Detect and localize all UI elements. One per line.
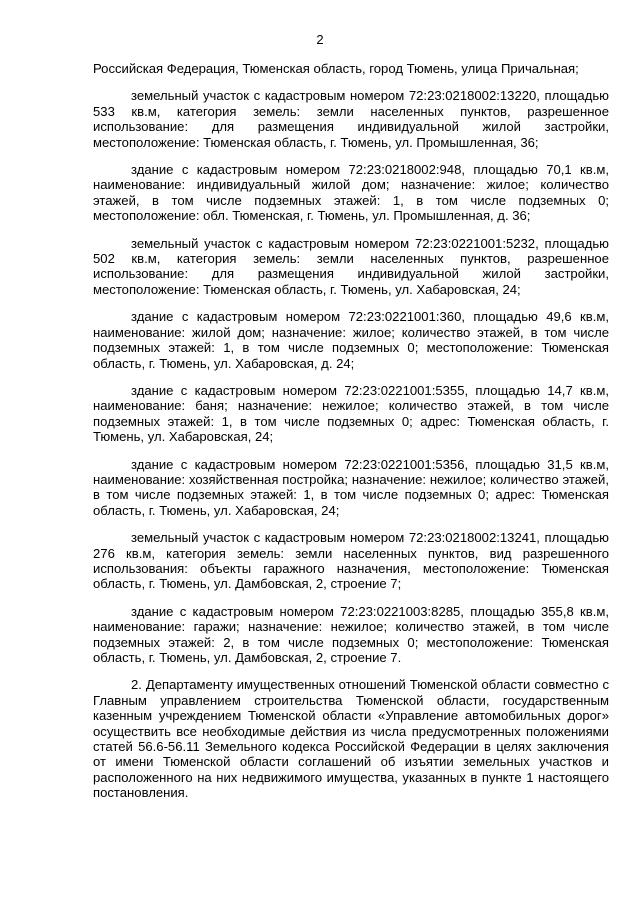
paragraph-address-continuation: Российская Федерация, Тюменская область, город Тюмень, улица Причальная;	[93, 61, 579, 76]
page-number: 2	[316, 32, 324, 47]
paragraph-land-plot-13241: земельный участок с кадастровым номером 72:23:0218002:13241, площадью 276 кв.м, категория земель: земли населенных пунктов, вид разрешенного использования: объекты гаражного назначения, местоположение: Тюменская область, г. Тюмень, ул. Дамбовская, 2, строение 7;	[93, 530, 609, 592]
paragraph-land-plot-5232: земельный участок с кадастровым номером 72:23:0221001:5232, площадью 502 кв.м, категория земель: земли населенных пунктов, разрешенное использование: для размещения индивидуальной жилой застройки, местоположение: Тюменская область, г. Тюмень, ул. Хабаровская, 24;	[93, 235, 609, 297]
paragraph-building-948: здание с кадастровым номером 72:23:0218002:948, площадью 70,1 кв.м, наименование: индивидуальный жилой дом; назначение: жилое; количество этажей, в том числе подземных этажей: 1, в том числе подземных 0; местоположение: обл. Тюменская, г. Тюмень, ул. Промышленная, д. 36;	[93, 162, 609, 224]
paragraph-building-5355: здание с кадастровым номером 72:23:0221001:5355, площадью 14,7 кв.м, наименование: баня; назначение: нежилое; количество этажей, в том числе подземных этажей: 1, в том числе подземных 0; адрес: Тюменская область, г. Тюмень, ул. Хабаровская, 24;	[93, 382, 609, 445]
paragraph-building-360: здание с кадастровым номером 72:23:0221001:360, площадью 49,6 кв.м, наименование: жилой дом; назначение: жилое; количество этажей, в том числе подземных этажей: 1, в том числе подземных 0; местоположение: Тюменская область, г. Тюмень, ул. Хабаровская, д. 24;	[93, 309, 609, 371]
paragraph-land-plot-13220: земельный участок с кадастровым номером 72:23:0218002:13220, площадью 533 кв.м, категория земель: земли населенных пунктов, разрешенное использование: для размещения индивидуальной жилой застройки, местоположение: Тюменская область, г. Тюмень, ул. Промышленная, 36;	[93, 88, 609, 150]
paragraph-building-8285: здание с кадастровым номером 72:23:0221003:8285, площадью 355,8 кв.м, наименование: гаражи; назначение: нежилое; количество этажей, в том числе подземных этажей: 2, в том числе подземных 0; местоположение: Тюменская область, г. Тюмень, ул. Дамбовская, 2, строение 7.	[93, 603, 609, 665]
document-body	[93, 61, 609, 813]
paragraph-building-5356: здание с кадастровым номером 72:23:0221001:5356, площадью 31,5 кв.м, наименование: хозяйственная постройка; назначение: нежилое; количество этажей, в том числе подземных этажей: 1, в том числе подземных 0; адрес: Тюменская область, г. Тюмень, ул. Хабаровская, 24;	[93, 456, 609, 518]
paragraph-item-2-department-instructions: 2. Департаменту имущественных отношений Тюменской области совместно с Главным управлением строительства Тюменской области, государственным казенным учреждением Тюменской области «Управление автомобильных дорог» осуществить все необходимые действия из числа предусмотренных положениями статей 56.6-56.11 Земельного кодекса Российской Федерации в целях заключения от имени Тюменской области соглашений об изъятии земельных участков и расположенного на них недвижимого имущества, указанных в пункте 1 настоящего постановления.	[93, 677, 609, 801]
